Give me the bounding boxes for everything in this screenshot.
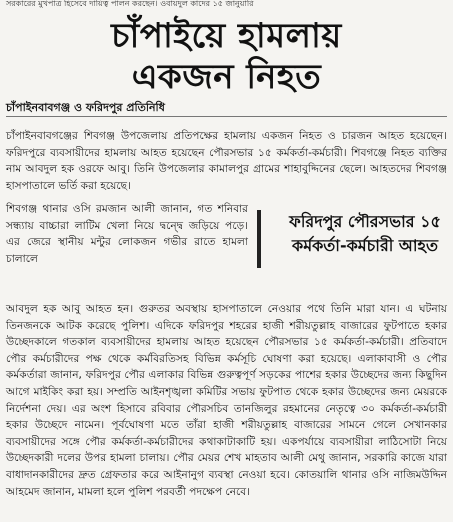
body-paragraph-3: আবদুল হক আবু আহত হন। গুরুতর অবস্থায় হাসপাতালে নেওয়ার পথে তিনি মারা যান। এ ঘটনায় তিনজনকে আটক করেছে পুলিশ। এদিকে ফরিদপুর শহরের হাজী শরীয়তুল্লাহ বাজারের ফুটপাতে হকার উচ্ছেদকালে গতকাল ব্যবসায়ীদের হামলায় আহত হয়েছেন পৌরসভার ১৫ কর্মকর্তা-কর্মচারী। প্রতিবাদে পৌর কর্মচারীদের পক্ষ থেকে কর্মবিরতিসহ বিভিন্ন কর্মসূচি ঘোষণা করা হয়েছে। এলাকাবাসী ও পৌর কর্মকর্তারা জানান, ফরিদপুর পৌর এলাকার বিভিন্ন গুরুত্বপূর্ণ সড়কের পাশের হকার উচ্ছেদের জন্য কিছুদিন আগে মাইকিং করা হয়। সম্প্রতি আইনশৃঙ্খলা কমিটির সভায় ফুটপাত থেকে হকার উচ্ছেদের জন্য মেয়রকে নির্দেশনা দেয়। এর অংশ হিসাবে রবিবার পৌরসচিব তানজিলুর রহমানের নেতৃত্বে ৩০ কর্মকর্তা-কর্মচারী হকার উচ্ছেদে নামেন। পূর্বঘোষণা মতে তাঁরা হাজী শরীয়তুল্লাহ বাজারের সামনে গেলে সেখানকার ব্যবসায়ীদের সঙ্গে পৌর কর্মকর্তা-কর্মচারীদের কথাকাটাকাটি হয়। একপর্যায়ে ব্যবসায়ীরা লাঠিসোটা নিয়ে উচ্ছেদকারী দলের উপর হামলা চালায়। পৌর মেয়র শেখ মাহতাব আলী মেথু জানান, সরকারি কাজে যারা বাধাদানকারীদের দ্রুত গ্রেফতার করে আইনানুগ ব্যবস্থা নেওয়া হবে। কোতয়ালি থানার ওসি নাজিমউদ্দিন আহমেদ জানান, মামলা হলে পুলিশ পরবর্তী পদক্ষেপ নেবে। [6,303,447,498]
byline: চাঁপাইনবাবগঞ্জ ও ফরিদপুর প্রতিনিধি [6,101,165,114]
pull-quote: ফরিদপুর পৌরসভার ১৫ কর্মকর্তা-কর্মচারী আহত [257,210,453,268]
byline-divider [6,116,447,117]
headline-line-1: চাঁপাইয়ে হামলায় [111,16,342,56]
body-paragraph-1: চাঁপাইনবাবগঞ্জের শিবগঞ্জ উপজেলায় প্রতিপক্ষের হামলায় একজন নিহত ও চারজন আহত হয়েছেন। ফরিদপুরে ব্যবসায়ীদের হামলায় আহত হয়েছেন পৌরসভার ১৫ কর্মকর্তা-কর্মচারী। শিবগঞ্জে নিহত ব্যক্তির নাম আবদুল হক ওরফে আবু। তিনি উপজেলার কামালপুর গ্রামের শাহাবুদ্দিনের ছেলে। আহতদের শিবগঞ্জ হাসপাতালে ভর্তি করা হয়েছে। [6,130,447,192]
previous-article-strip: সরকারের মুখপাত্র হিসেবে দায়িত্ব পালন করছেন। ওবায়দুল কাদের ১৫ জানুয়ারি [6,0,254,8]
headline-line-2: একজন নিহত [131,57,322,97]
body-paragraph-2: শিবগঞ্জ থানার ওসি রমজান আলী জানান, গত শনিবার সন্ধ্যায় বাচ্চারা লাটিম খেলা নিয়ে দ্বন্দ্বে জড়িয়ে পড়ে। এর জেরে স্থানীয় মন্টুর লোকজন গভীর রাতে হামলা চালালে [6,203,248,265]
